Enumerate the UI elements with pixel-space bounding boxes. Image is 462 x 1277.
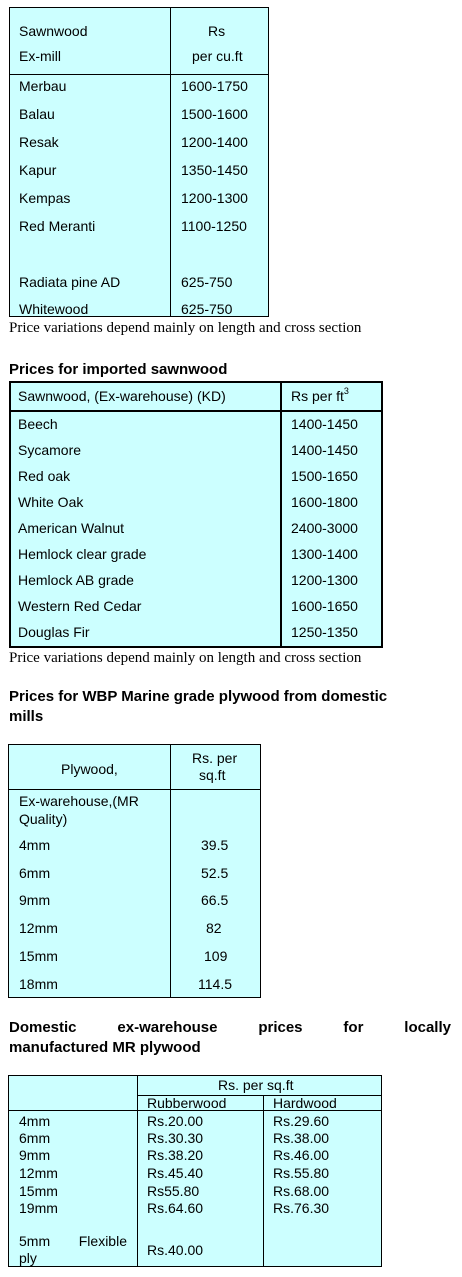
table-row-size: 4mm <box>19 837 51 853</box>
table-row-rubberwood: Rs.45.40 <box>147 1165 204 1181</box>
table-row-price: 1300-1400 <box>291 546 358 562</box>
header-hardwood: Hardwood <box>273 1095 337 1111</box>
header-sawnwood: Sawnwood <box>19 23 88 39</box>
table-row-name: White Oak <box>18 494 84 510</box>
table-row-size: 18mm <box>19 976 58 992</box>
table-row-rubberwood: Rs55.80 <box>147 1183 200 1199</box>
table-row-price: 1200-1300 <box>291 572 358 588</box>
table-wbp-plywood <box>8 744 261 998</box>
column-divider <box>170 8 171 316</box>
table-row-name: Radiata pine AD <box>19 274 121 290</box>
table-row-hardwood: Rs.29.60 <box>273 1113 330 1129</box>
heading-word: prices <box>258 1019 303 1036</box>
table-row-price: 1350-1450 <box>181 162 248 178</box>
table-row-price: 52.5 <box>201 865 229 881</box>
table-row-size: 6mm <box>19 865 51 881</box>
table-imported-sawnwood <box>9 381 383 648</box>
heading-word: locally <box>404 1019 451 1036</box>
table-row-name: Whitewood <box>19 301 89 317</box>
flexible-ply-word: ply <box>19 1250 37 1266</box>
heading-word: Domestic <box>9 1019 77 1036</box>
table-row-price: 1250-1350 <box>291 624 358 640</box>
table-row-hardwood: Rs.55.80 <box>273 1165 330 1181</box>
header-plywood: Plywood, <box>61 761 118 777</box>
table-row-name: Kempas <box>19 190 71 206</box>
header-sawnwood-ex-warehouse: Sawnwood, (Ex-warehouse) (KD) <box>18 388 226 404</box>
table-row-price: 1500-1650 <box>291 468 358 484</box>
table-row-hardwood: Rs.68.00 <box>273 1183 330 1199</box>
table-row-rubberwood: Rs.20.00 <box>147 1113 204 1129</box>
table-row-size: 4mm <box>19 1113 51 1129</box>
table-row-size: 9mm <box>19 1147 51 1163</box>
table-row-size: 12mm <box>19 920 58 936</box>
column-divider <box>263 1095 264 1266</box>
table-row-rubberwood: Rs.64.60 <box>147 1200 204 1216</box>
header-rs-per-ft3 <box>291 388 349 404</box>
price-variation-note: Price variations depend mainly on length and cross section <box>9 650 362 666</box>
header-per-cuft: per cu.ft <box>192 48 243 64</box>
header-divider <box>11 410 381 412</box>
table-row-name: Red Meranti <box>19 218 96 234</box>
flexible-ply-word: 5mm <box>19 1233 51 1249</box>
header-rs-per-sqft: Rs. per sq.ft <box>218 1077 294 1093</box>
header-rubberwood: Rubberwood <box>147 1095 227 1111</box>
table-row-price: 109 <box>204 948 228 964</box>
table-row-price: 1100-1250 <box>181 218 247 234</box>
table-row-price: 82 <box>206 920 222 936</box>
table-row-name: Resak <box>19 134 59 150</box>
table-row-name: Balau <box>19 106 55 122</box>
table-row-size: 12mm <box>19 1165 58 1181</box>
table-row-hardwood: Rs.38.00 <box>273 1130 330 1146</box>
table-row-name: Beech <box>18 416 58 432</box>
section-heading-wbp-plywood: Prices for WBP Marine grade plywood from domestic <box>9 688 388 705</box>
column-divider <box>170 745 171 997</box>
table-row-name: Douglas Fir <box>18 624 90 640</box>
header-rs-per: Rs. per <box>192 750 238 766</box>
header-divider <box>10 74 268 75</box>
table-row-rubberwood: Rs.38.20 <box>147 1147 204 1163</box>
table-row-price: 114.5 <box>198 976 232 992</box>
table-row-hardwood: Rs.46.00 <box>273 1147 330 1163</box>
heading-word: for <box>343 1019 364 1036</box>
column-divider <box>137 1076 138 1266</box>
header-ex-mill: Ex-mill <box>19 48 61 64</box>
table-row-price: 1600-1800 <box>291 494 358 510</box>
table-row-size: 19mm <box>19 1200 58 1216</box>
column-divider <box>280 383 282 646</box>
table-row-price: 625-750 <box>181 301 233 317</box>
table-row-hardwood: Rs.76.30 <box>273 1200 330 1216</box>
section-heading-imported-sawnwood: Prices for imported sawnwood <box>9 361 228 378</box>
table-row-price: 1600-1750 <box>181 78 248 94</box>
cubic-superscript: 3 <box>343 386 349 396</box>
table-row-size: 15mm <box>19 948 58 964</box>
sub-header-ex-warehouse: Ex-warehouse,(MR <box>19 793 139 809</box>
table-row-price: 1500-1600 <box>181 106 248 122</box>
table-row-name: Kapur <box>19 162 57 178</box>
table-row-name: Hemlock AB grade <box>18 572 134 588</box>
table-row-name: Sycamore <box>18 442 82 458</box>
table-row-price: 66.5 <box>201 892 229 908</box>
table-row-price: 1600-1650 <box>291 598 358 614</box>
section-heading-wbp-plywood-cont: mills <box>9 708 44 725</box>
header-rs: Rs <box>208 23 226 39</box>
flexible-ply-word: Flexible <box>78 1233 127 1249</box>
header-divider <box>9 789 260 790</box>
table-row-price: 1200-1400 <box>181 134 248 150</box>
section-heading-mr-plywood <box>9 1019 451 1036</box>
table-row-name: Hemlock clear grade <box>18 546 147 562</box>
table-row-name: Western Red Cedar <box>18 598 142 614</box>
table-row-size: 15mm <box>19 1183 58 1199</box>
section-heading-mr-plywood-cont: manufactured MR plywood <box>9 1039 201 1056</box>
table-row-size: 9mm <box>19 892 51 908</box>
price-variation-note: Price variations depend mainly on length and cross section <box>9 320 362 336</box>
header-rs-per-ft-text: Rs per ft <box>291 388 344 404</box>
table-row-size: 6mm <box>19 1130 51 1146</box>
table-row-rubberwood: Rs.30.30 <box>147 1130 204 1146</box>
table-row-price: 1200-1300 <box>181 190 248 206</box>
table-row-name: American Walnut <box>18 520 125 536</box>
flexible-ply-label <box>19 1233 127 1249</box>
heading-word: ex-warehouse <box>117 1019 218 1036</box>
table-row-price: 1400-1450 <box>291 442 358 458</box>
table-sawnwood-ex-mill <box>9 7 269 317</box>
flexible-ply-price: Rs.40.00 <box>147 1242 204 1258</box>
table-row-price: 625-750 <box>181 274 233 290</box>
table-row-price: 1400-1450 <box>291 416 358 432</box>
table-row-name: Red oak <box>18 468 71 484</box>
header-sqft: sq.ft <box>199 767 226 783</box>
table-row-name: Merbau <box>19 78 67 94</box>
sub-header-mr-quality: Quality) <box>19 811 68 827</box>
table-row-price: 39.5 <box>201 837 229 853</box>
table-mr-plywood <box>8 1075 382 1267</box>
table-row-price: 2400-3000 <box>291 520 358 536</box>
